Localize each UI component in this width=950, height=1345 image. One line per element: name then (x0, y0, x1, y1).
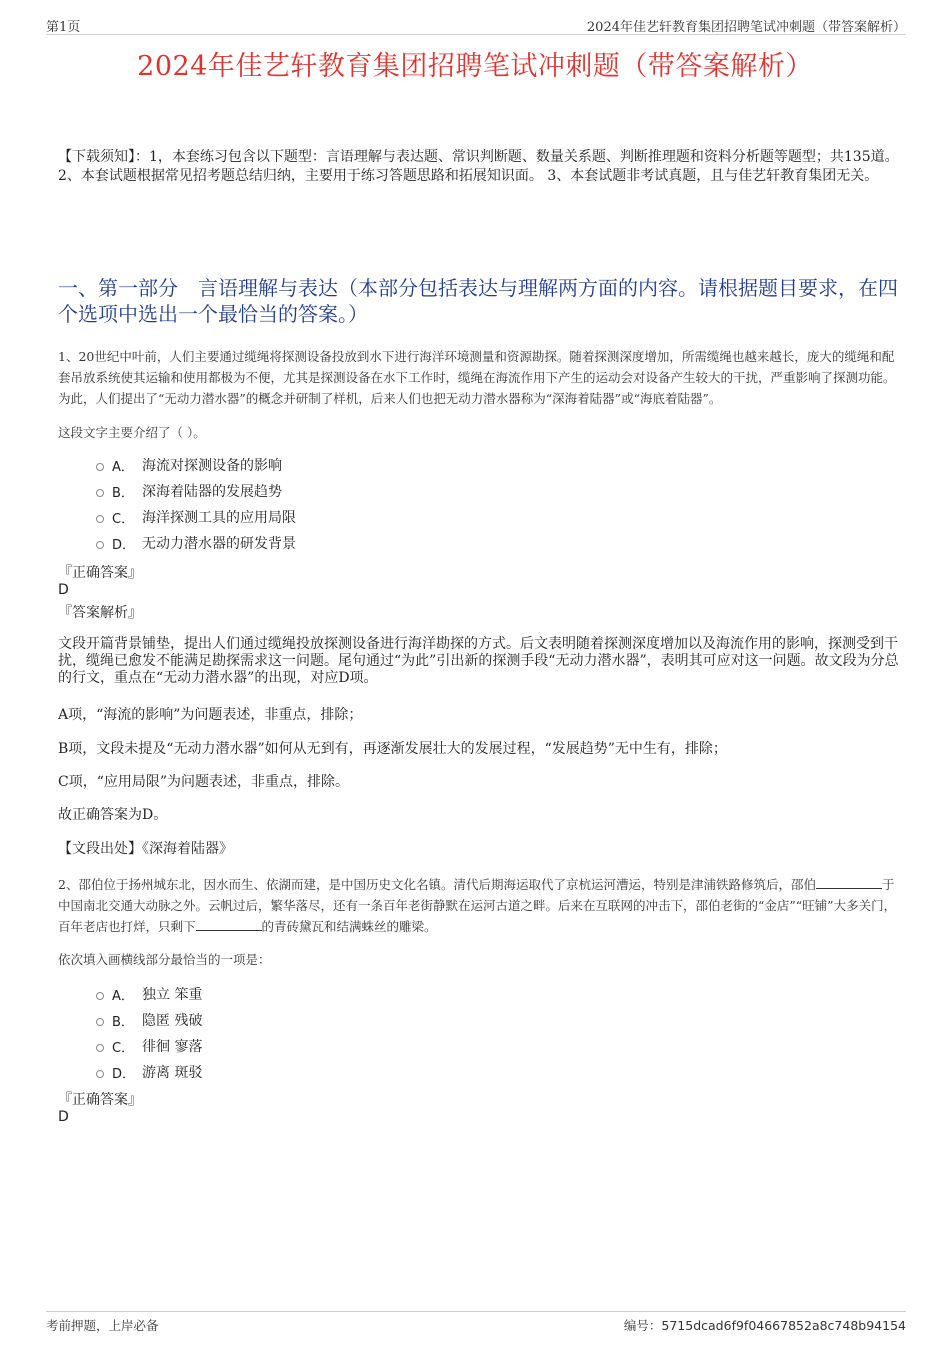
document-title: 2024年佳艺轩教育集团招聘笔试冲刺题（带答案解析） (137, 51, 813, 82)
source-citation: 【文段出处】《深海着陆器》 (58, 841, 233, 857)
question-2-stem: 依次填入画横线部分最恰当的一项是： (58, 952, 271, 967)
answer-value: D (58, 1109, 69, 1125)
option-c[interactable]: C． 海洋探测工具的应用局限 (96, 504, 296, 530)
analysis-paragraph: 文段开篇背景铺垫，提出人们通过缆绳投放探测设备进行海洋勘探的方式。后文表明随着探测深度增加以及海流作用的影响，探测受到干扰，缆绳已愈发不能满足勘探需求这一问题。尾句通过“为此”引出新的探测手段“无动力潜水器”，表明其可应对这一问题。故文段为分总的行文，重点在“无动力潜水器”的出现，对应D项。 (58, 636, 899, 686)
option-a[interactable]: A． 海流对探测设备的影响 (96, 452, 296, 478)
footer-slogan: 考前押题，上岸必备 (46, 1318, 159, 1333)
option-b[interactable]: B． 深海着陆器的发展趋势 (96, 478, 296, 504)
answer-label: 『正确答案』 (58, 565, 142, 581)
radio-icon[interactable] (96, 541, 104, 549)
download-notice: 【下载须知】：1，本套练习包含以下题型：言语理解与表达题、常识判断题、数量关系题、判断推理题和资料分析题等题型；共135道。 2、本套试题根据常见招考题总结归纳，主要用于练习答题思路和拓展知识面。 3、本套试题非考试真题，且与佳艺轩教育集团无关。 (58, 149, 899, 184)
option-d[interactable]: D． 游离 斑驳 (96, 1059, 202, 1085)
radio-icon[interactable] (96, 1070, 104, 1078)
radio-icon[interactable] (96, 1018, 104, 1026)
fill-blank (196, 918, 262, 931)
footer-code: 编号：5715dcad6f9f04667852a8c748b94154 (623, 1318, 906, 1333)
radio-icon[interactable] (96, 992, 104, 1000)
page-number: 第1页 (46, 20, 81, 35)
header-doc-title: 2024年佳艺轩教育集团招聘笔试冲刺题（带答案解析） (586, 20, 906, 35)
analysis-paragraph: 故正确答案为D。 (58, 807, 168, 823)
option-c[interactable]: C． 徘徊 寥落 (96, 1033, 202, 1059)
radio-icon[interactable] (96, 489, 104, 497)
question-1-stem: 这段文字主要介绍了（ ）。 (58, 425, 206, 440)
option-a[interactable]: A． 独立 笨重 (96, 981, 202, 1007)
radio-icon[interactable] (96, 463, 104, 471)
analysis-paragraph: C项，“应用局限”为问题表述，非重点，排除。 (58, 774, 350, 790)
page-header (46, 14, 906, 35)
option-d[interactable]: D． 无动力潜水器的研发背景 (96, 530, 296, 556)
question-2-text: 2、邵伯位于扬州城东北，因水而生、依湖而建，是中国历史文化名镇。清代后期海运取代了京杭运河漕运，特别是津浦铁路修筑后，邵伯 于中国南北交通大动脉之外。云帆过后，繁华落尽，还有一条百年老街静默在运河古道之畔。后来在互联网的冲击下，邵伯老街的“金店”“旺铺”大多关门，百年老店也打烊，只剩下 的青砖黛瓦和结满蛛丝的雕梁。 (58, 877, 897, 934)
option-b[interactable]: B． 隐匿 残破 (96, 1007, 202, 1033)
analysis-paragraph: A项，“海流的影响”为问题表述，非重点，排除； (58, 707, 363, 723)
answer-value: D (58, 582, 69, 598)
analysis-paragraph: B项，文段未提及“无动力潜水器”如何从无到有，再逐渐发展壮大的发展过程，“发展趋势”无中生有，排除； (58, 741, 727, 757)
fill-blank (816, 876, 882, 889)
section-heading: 一、第一部分 言语理解与表达（本部分包括表达与理解两方面的内容。请根据题目要求，在四个选项中选出一个最恰当的答案。） (58, 276, 898, 326)
radio-icon[interactable] (96, 1044, 104, 1052)
answer-label: 『正确答案』 (58, 1092, 142, 1108)
question-1-options (96, 452, 296, 556)
radio-icon[interactable] (96, 515, 104, 523)
analysis-label: 『答案解析』 (58, 605, 142, 621)
question-1-text: 1、20世纪中叶前，人们主要通过缆绳将探测设备投放到水下进行海洋环境测量和资源勘探。随着探测深度增加，所需缆绳也越来越长，庞大的缆绳和配套吊放系统使其运输和使用都极为不便，尤其是探测设备在水下工作时，缆绳在海流作用下产生的运动会对设备产生较大的干扰，严重影响了探测功能。为此，人们提出了“无动力潜水器”的概念并研制了样机，后来人们也把无动力潜水器称为“深海着陆器”或“海底着陆器”。 (58, 349, 896, 406)
question-2-options (96, 981, 202, 1085)
page-footer (46, 1311, 906, 1334)
